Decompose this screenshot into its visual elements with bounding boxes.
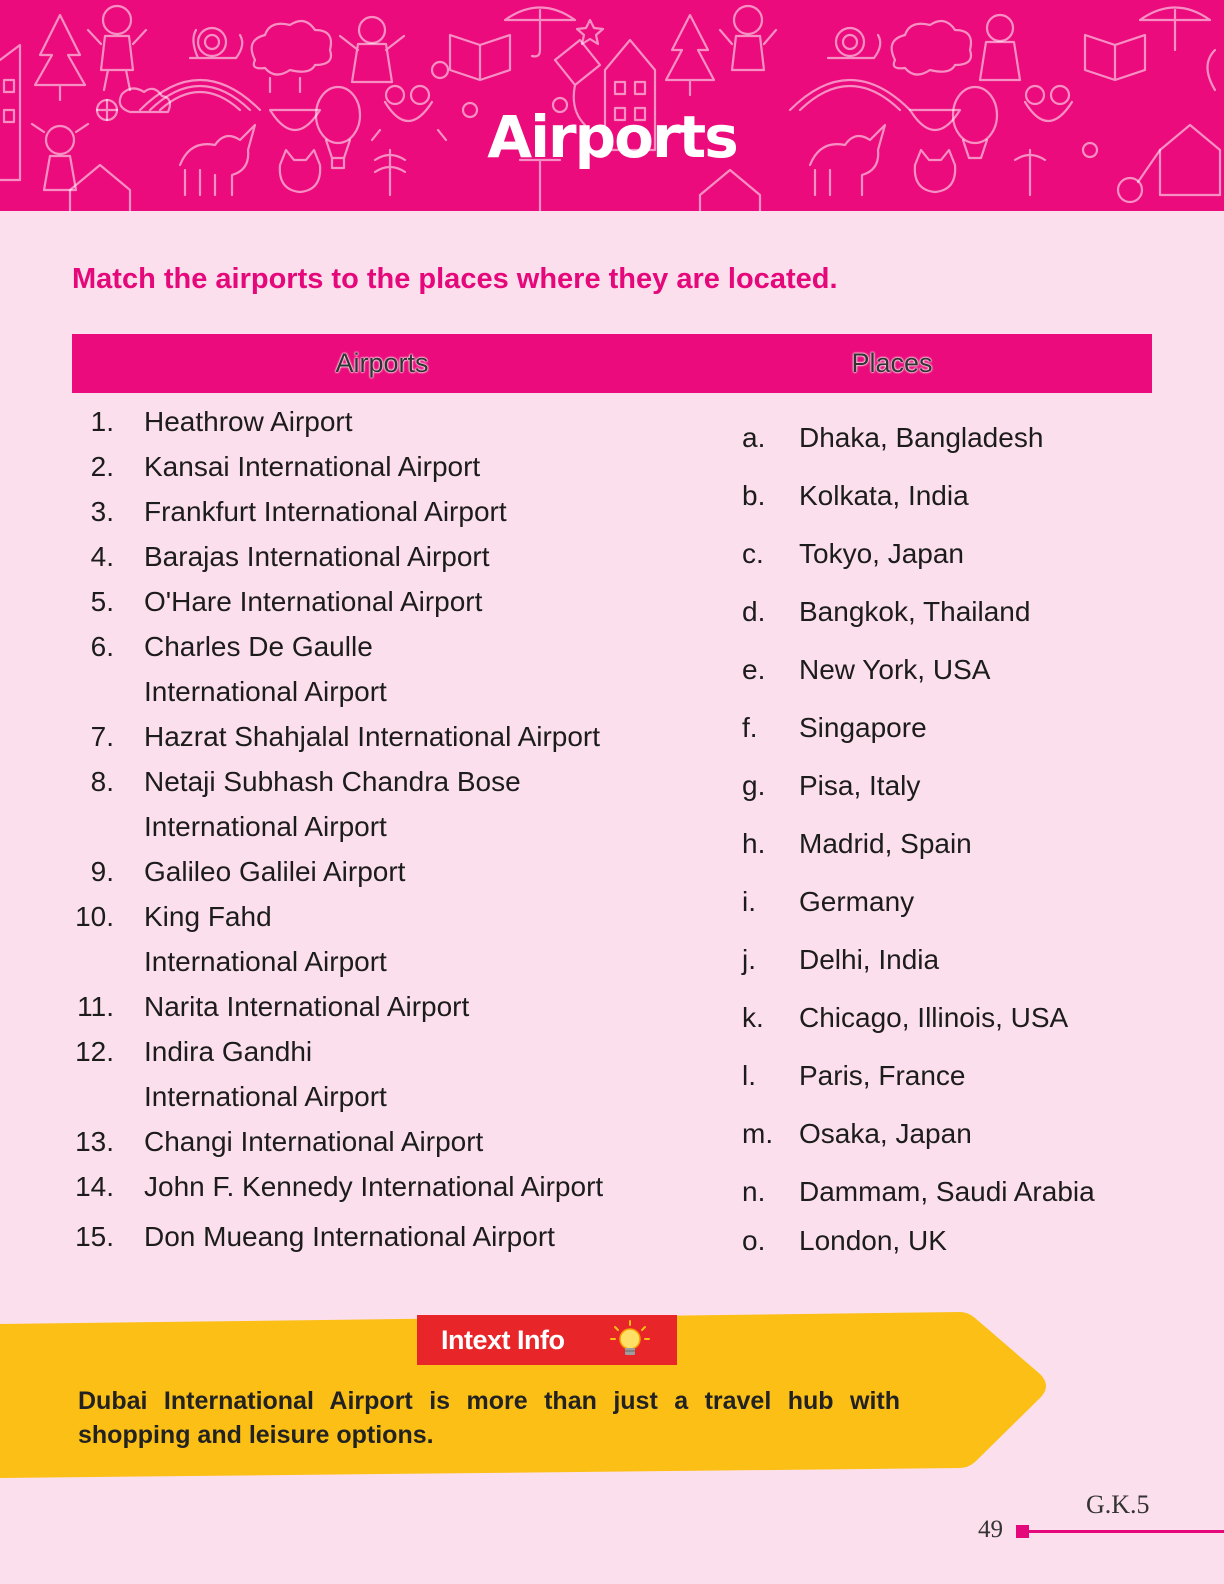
page-number: 49 <box>978 1516 1003 1543</box>
intext-info-label: Intext Info <box>441 1325 565 1355</box>
page-title: Airports <box>487 103 737 171</box>
intext-info-tab <box>417 1315 677 1365</box>
airports-column-header: Airports <box>335 348 429 378</box>
page-marker-line <box>1029 1530 1224 1533</box>
intext-info-text: Dubai International Airport is more than just a travel hub with shopping and leisure options. <box>78 1387 900 1449</box>
book-label: G.K.5 <box>1086 1490 1150 1519</box>
header-banner <box>0 0 1224 211</box>
places-column-header: Places <box>851 348 933 378</box>
instruction-text: Match the airports to the places where they are located. <box>72 263 838 295</box>
lightbulb-icon <box>609 1319 651 1361</box>
table-header <box>72 334 1152 393</box>
page-marker-square <box>1016 1525 1029 1538</box>
